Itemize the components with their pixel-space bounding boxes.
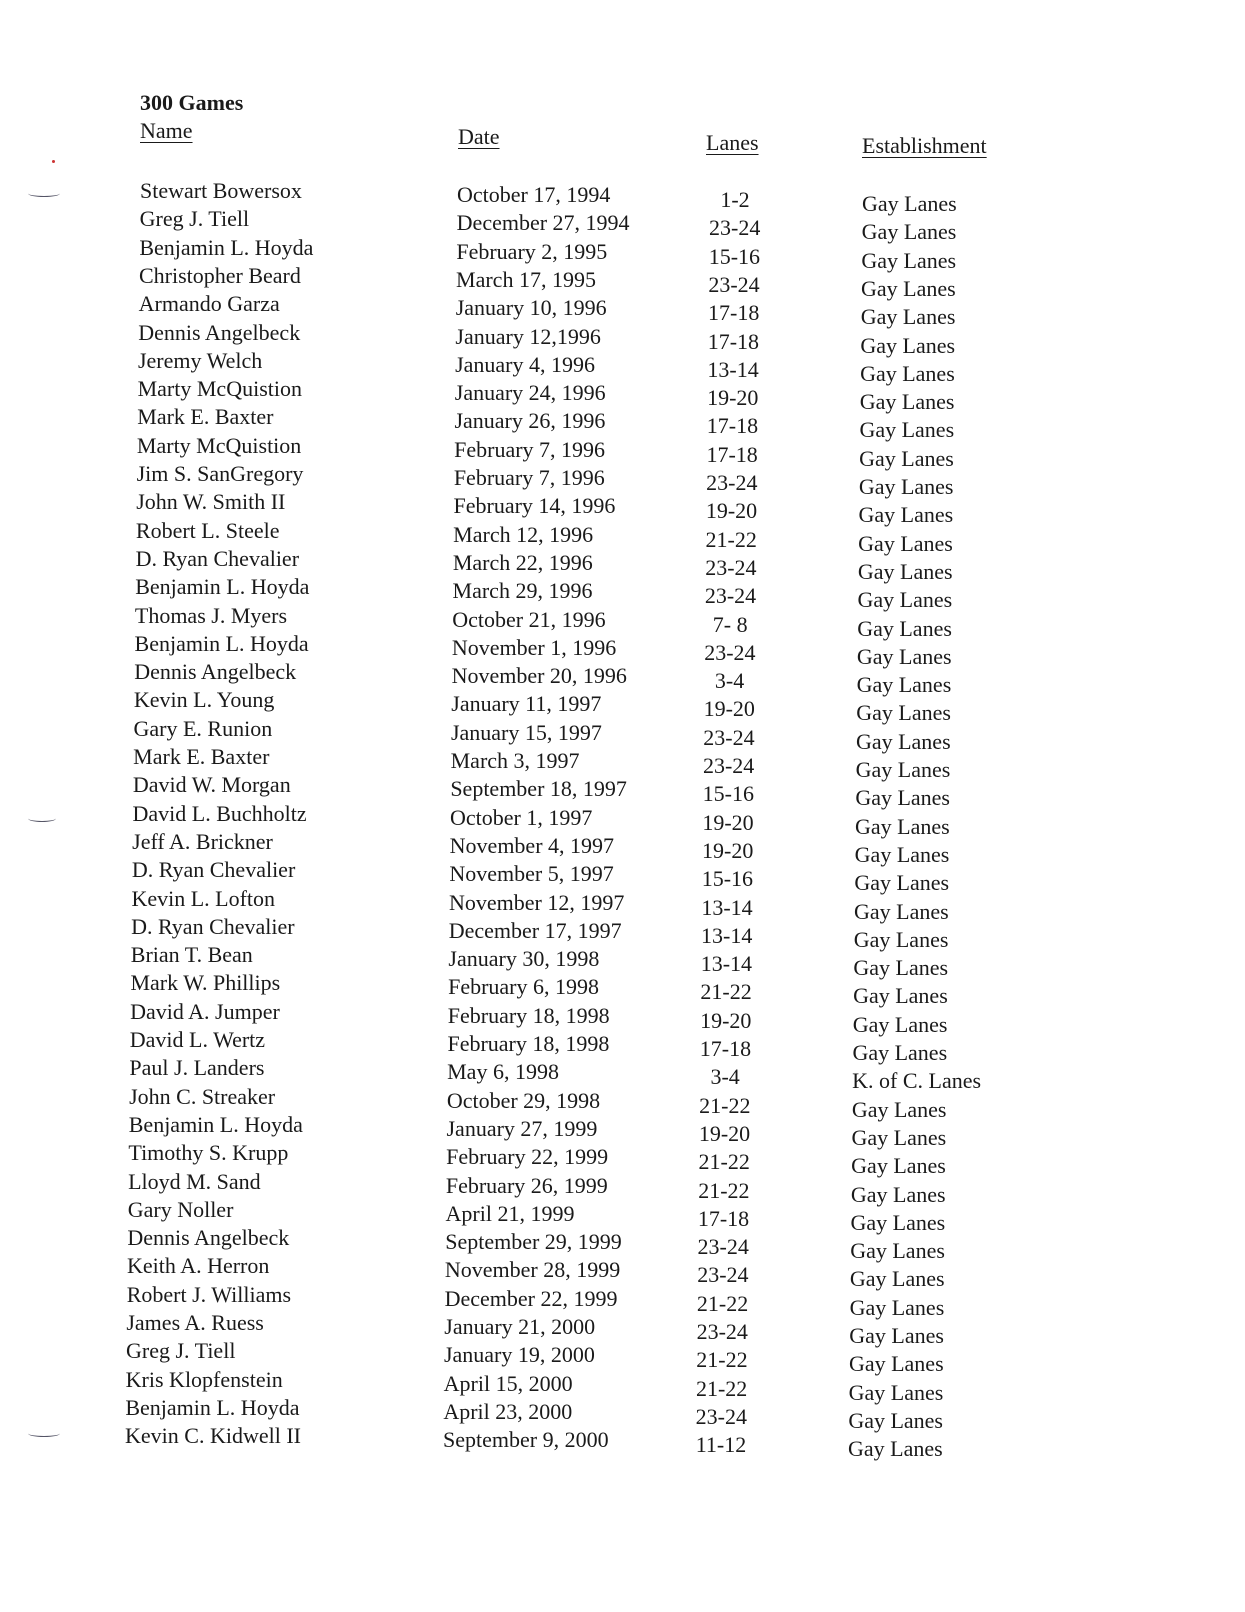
cell-establishment: Gay Lanes [855,813,950,839]
cell-name: Thomas J. Myers [134,602,288,628]
cell-lanes: 23-24 [708,271,760,297]
cell-date: March 12, 1996 [453,521,594,547]
cell-name: Jim S. SanGregory [136,461,304,486]
cell-date: April 15, 2000 [443,1370,573,1396]
cell-name: Kevin C. Kidwell II [125,1423,301,1449]
cell-date: April 21, 1999 [445,1200,575,1226]
cell-name: Mark E. Baxter [133,744,270,769]
cell-name: Brian T. Bean [130,942,253,968]
cell-lanes: 21-22 [700,979,752,1005]
cell-name: Kevin L. Lofton [131,885,276,911]
cell-lanes: 1-2 [720,187,750,212]
cell-date: February 18, 1998 [447,1031,610,1056]
cell-date: March 29, 1996 [452,578,593,604]
cell-lanes: 21-22 [705,526,757,552]
table-row [0,545,1245,584]
cell-lanes: 19-20 [703,696,755,722]
cell-name: Benjamin L. Hoyda [125,1394,300,1420]
cell-name: Timothy S. Krupp [128,1140,289,1166]
cell-establishment: Gay Lanes [860,304,956,330]
cell-lanes: 23-24 [702,753,755,778]
cell-establishment: Gay Lanes [854,841,950,867]
table-row [0,234,1245,273]
cell-establishment: Gay Lanes [855,785,950,811]
cell-name: John W. Smith II [136,489,286,515]
cell-lanes: 23-24 [705,554,757,580]
cell-date: February 7, 1996 [453,465,605,490]
cell-lanes: 19-20 [702,837,754,863]
cell-lanes: 23-24 [695,1403,747,1429]
cell-lanes: 15-16 [708,243,761,269]
cell-date: February 2, 1995 [456,238,608,264]
cell-lanes: 21-22 [696,1290,749,1316]
table-row [0,432,1245,471]
table-row [0,177,1245,216]
table-row [0,1309,1245,1348]
cell-date: November 4, 1997 [449,832,615,858]
cell-date: January 10, 1996 [455,295,607,321]
cell-date: February 18, 1998 [447,1002,610,1028]
table-row [0,885,1245,924]
cell-date: November 5, 1997 [449,861,614,887]
cell-lanes: 19-20 [707,385,759,411]
cell-name: D. Ryan Chevalier [131,913,295,939]
cell-date: January 27, 1999 [446,1115,598,1141]
cell-name: Jeff A. Brickner [132,828,273,854]
cell-establishment: Gay Lanes [859,389,955,415]
cell-establishment: Gay Lanes [861,219,957,245]
table-row [0,941,1245,981]
cell-lanes: 15-16 [702,781,754,807]
cell-establishment: Gay Lanes [850,1209,946,1235]
cell-lanes: 17-18 [707,328,760,354]
cell-name: Gary E. Runion [133,715,273,741]
cell-date: February 6, 1998 [448,974,599,1000]
column-header-establishment: Establishment [862,133,987,158]
cell-establishment: Gay Lanes [862,191,957,216]
cell-establishment: Gay Lanes [858,502,954,528]
cell-name: Robert L. Steele [135,517,280,543]
cell-establishment: Gay Lanes [855,757,951,782]
cell-date: May 6, 1998 [447,1059,559,1085]
cell-name: Armando Garza [138,291,280,317]
cell-lanes: 13-14 [701,922,753,948]
cell-date: April 23, 2000 [443,1398,573,1424]
cell-establishment: Gay Lanes [849,1323,944,1348]
cell-date: January 30, 1998 [448,946,600,972]
cell-name: Greg J. Tiell [139,206,250,232]
cell-name: Gary Noller [127,1196,234,1222]
cell-name: Dennis Angelbeck [127,1225,290,1251]
cell-date: November 28, 1999 [444,1257,621,1283]
cell-name: Dennis Angelbeck [138,319,301,345]
cell-date: January 26, 1996 [454,408,606,434]
cell-establishment: Gay Lanes [855,728,951,754]
column-header-date: Date [458,124,500,149]
cell-establishment: Gay Lanes [854,870,950,896]
table-row [0,1394,1245,1433]
table-row [0,1224,1245,1264]
cell-name: John C. Streaker [129,1083,276,1109]
cell-establishment: Gay Lanes [858,474,954,499]
cell-date: March 17, 1995 [456,266,596,292]
cell-lanes: 3-4 [710,1064,740,1090]
page-title: 300 Games [140,90,244,115]
table-row [0,1054,1245,1094]
cell-lanes: 19-20 [698,1120,751,1146]
table-row [0,375,1245,415]
table-row [0,715,1245,754]
cell-establishment: Gay Lanes [848,1379,944,1405]
cell-establishment: Gay Lanes [859,445,954,471]
cell-establishment: Gay Lanes [852,1011,948,1037]
table-row [0,686,1245,726]
cell-establishment: Gay Lanes [848,1351,944,1377]
cell-establishment: Gay Lanes [857,558,953,584]
table-row [0,658,1245,698]
cell-date: February 26, 1999 [445,1172,608,1198]
cell-name: Stewart Bowersox [140,178,302,203]
cell-name: Marty McQuistion [136,432,302,458]
cell-date: March 22, 1996 [452,549,593,575]
cell-lanes: 23-24 [706,470,758,495]
cell-name: Mark E. Baxter [137,404,274,430]
cell-establishment: Gay Lanes [860,360,955,386]
cell-establishment: Gay Lanes [853,926,949,952]
cell-date: December 22, 1999 [444,1285,618,1311]
cell-lanes: 23-24 [704,639,756,665]
cell-lanes: 13-14 [701,894,753,920]
cell-name: David A. Jumper [130,998,280,1024]
cell-establishment: Gay Lanes [856,700,951,726]
cell-name: Kevin L. Young [133,687,275,713]
table-row [0,969,1245,1009]
column-header-name: Name [140,118,193,143]
table-row [0,1281,1245,1320]
cell-name: David L. Buchholtz [132,800,307,826]
cell-establishment: Gay Lanes [857,615,952,641]
cell-establishment: Gay Lanes [849,1294,945,1320]
cell-name: D. Ryan Chevalier [131,857,296,883]
table-row [0,460,1245,499]
cell-name: James A. Ruess [126,1310,264,1335]
cell-date: February 22, 1999 [446,1144,609,1170]
cell-lanes: 11-12 [695,1432,747,1458]
cell-date: March 3, 1997 [450,748,580,773]
table-row [0,856,1245,896]
cell-name: Benjamin L. Hoyda [128,1111,303,1137]
table-row [0,1196,1245,1235]
cell-lanes: 13-14 [700,951,753,977]
cell-name: Marty McQuistion [137,376,302,402]
cell-lanes: 19-20 [705,498,758,524]
cell-lanes: 17-18 [708,300,760,326]
cell-establishment: Gay Lanes [857,587,953,613]
cell-date: September 18, 1997 [450,776,627,802]
cell-establishment: Gay Lanes [856,672,952,698]
cell-date: January 21, 2000 [444,1314,596,1339]
table-row [0,630,1245,669]
table-row [0,828,1245,867]
cell-lanes: 21-22 [699,1092,751,1118]
cell-lanes: 23-24 [709,215,761,241]
cell-name: Jeremy Welch [137,347,263,373]
table-row [0,262,1245,301]
table-row [0,1366,1245,1405]
cell-date: January 12,1996 [455,323,601,349]
cell-establishment: Gay Lanes [848,1436,943,1462]
cell-lanes: 19-20 [702,809,754,835]
cell-establishment: Gay Lanes [851,1124,947,1150]
table-row [0,602,1245,641]
table-row [0,403,1245,443]
cell-lanes: 17-18 [697,1205,750,1231]
cell-establishment: Gay Lanes [851,1153,946,1179]
cell-name: Benjamin L. Hoyda [135,574,310,600]
table-row [0,998,1245,1037]
cell-establishment: Gay Lanes [850,1181,946,1207]
cell-date: October 21, 1996 [452,606,606,632]
table-row [0,1168,1245,1207]
cell-lanes: 23-24 [696,1319,748,1344]
cell-name: Robert J. Williams [126,1281,292,1307]
cell-lanes: 13-14 [707,356,759,382]
cell-name: Kris Klopfenstein [125,1366,283,1392]
cell-lanes: 23-24 [703,724,755,750]
cell-establishment: Gay Lanes [854,898,949,924]
cell-date: November 1, 1996 [451,634,617,660]
cell-date: November 20, 1996 [451,663,627,689]
cell-name: Greg J. Tiell [126,1338,236,1364]
cell-date: December 27, 1994 [456,210,630,236]
cell-name: David L. Wertz [129,1027,266,1052]
table-row [0,1083,1245,1122]
table-row [0,1139,1245,1179]
table-row [0,290,1245,330]
cell-date: January 19, 2000 [443,1342,595,1368]
cell-establishment: Gay Lanes [861,247,957,273]
table-row [0,743,1245,782]
cell-establishment: Gay Lanes [860,332,956,358]
cell-lanes: 23-24 [704,583,757,609]
cell-name: Paul J. Landers [129,1055,265,1081]
cell-establishment: Gay Lanes [861,275,956,301]
cell-date: November 12, 1997 [449,889,625,915]
table-row [0,1111,1245,1150]
cell-lanes: 21-22 [696,1347,748,1373]
cell-date: January 24, 1996 [454,380,606,406]
column-header-lanes: Lanes [706,130,759,155]
table-row [0,205,1245,245]
cell-establishment: Gay Lanes [851,1096,947,1122]
cell-establishment: Gay Lanes [859,417,955,443]
cell-lanes: 21-22 [695,1375,748,1401]
cell-name: Benjamin L. Hoyda [139,234,314,260]
table-row [0,771,1245,811]
cell-date: January 4, 1996 [455,351,595,377]
cell-date: October 1, 1997 [450,804,593,830]
table-row [0,347,1245,386]
cell-date: October 29, 1998 [446,1087,601,1113]
cell-date: February 14, 1996 [453,493,616,519]
table-row [0,1252,1245,1292]
cell-lanes: 17-18 [706,441,758,467]
cell-establishment: Gay Lanes [856,643,952,669]
table-row [0,488,1245,528]
cell-lanes: 15-16 [701,866,754,892]
cell-lanes: 19-20 [700,1007,752,1033]
cell-name: David W. Morgan [132,772,291,798]
cell-name: Benjamin L. Hoyda [134,630,309,656]
cell-date: January 15, 1997 [450,719,602,745]
cell-establishment: Gay Lanes [848,1407,943,1433]
cell-establishment: Gay Lanes [858,530,953,556]
table-row [0,800,1245,839]
table-row [0,913,1245,952]
cell-lanes: 17-18 [699,1036,752,1061]
cell-date: September 9, 2000 [443,1427,609,1453]
cell-name: Keith A. Herron [127,1253,270,1279]
table-row [0,573,1245,613]
cell-name: Mark W. Phillips [130,970,281,996]
cell-lanes: 23-24 [697,1262,749,1288]
cell-lanes: 7- 8 [712,611,748,637]
table-row [0,517,1245,556]
cell-date: September 29, 1999 [445,1229,622,1255]
cell-date: February 7, 1996 [454,436,606,462]
table-row [0,1337,1245,1377]
table-row [0,1026,1245,1065]
cell-name: Lloyd M. Sand [128,1168,261,1194]
table-row [0,1422,1245,1462]
cell-establishment: Gay Lanes [850,1238,945,1264]
cell-name: Dennis Angelbeck [134,659,297,685]
cell-establishment: Gay Lanes [849,1266,945,1292]
table-row [0,319,1245,358]
cell-date: January 11, 1997 [451,691,602,717]
cell-lanes: 17-18 [706,413,759,439]
cell-date: December 17, 1997 [448,917,622,943]
cell-establishment: Gay Lanes [852,1040,948,1065]
cell-date: October 17, 1994 [457,182,611,207]
cell-name: D. Ryan Chevalier [135,545,300,571]
cell-lanes: 3-4 [714,668,745,694]
cell-name: Christopher Beard [138,262,301,288]
cell-lanes: 23-24 [697,1234,749,1260]
cell-lanes: 21-22 [698,1149,750,1175]
cell-establishment: Gay Lanes [853,955,949,981]
cell-establishment: K. of C. Lanes [852,1068,982,1094]
cell-lanes: 21-22 [698,1177,750,1203]
cell-establishment: Gay Lanes [853,983,948,1009]
